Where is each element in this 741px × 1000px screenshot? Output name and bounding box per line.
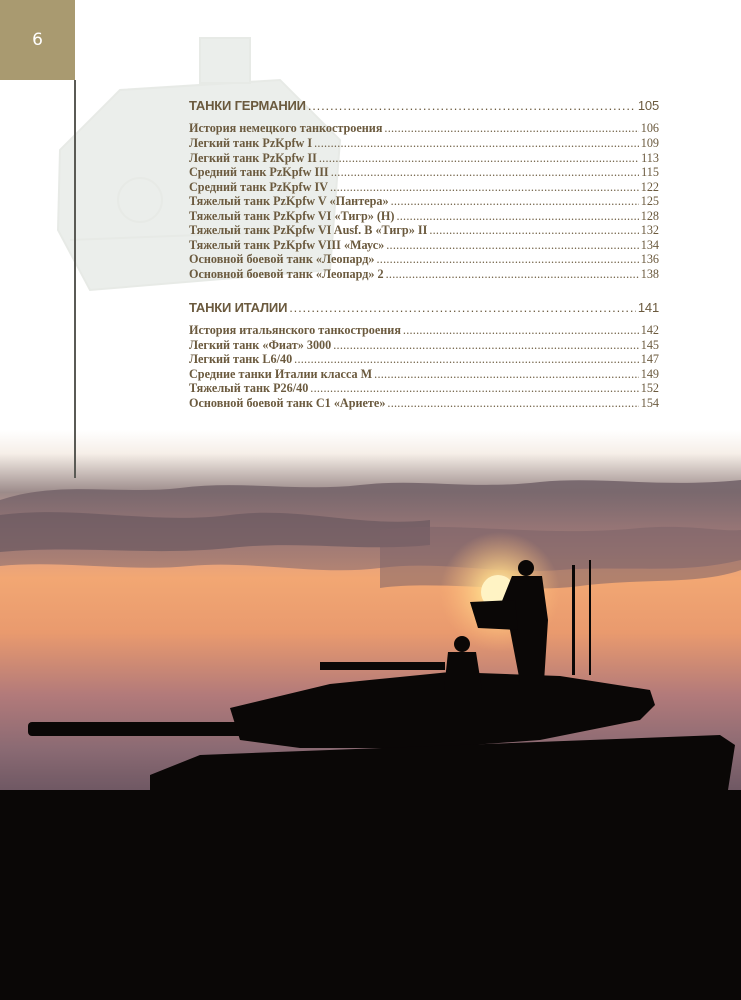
- leader-dots: [308, 98, 636, 113]
- entry-page: 154: [640, 396, 659, 410]
- toc-entry[interactable]: [189, 151, 659, 165]
- entry-page: 142: [640, 323, 659, 337]
- entry-label: Тяжелый танк PzKpfw VI Ausf. В «Тигр» II: [189, 223, 428, 237]
- entry-label: Тяжелый танк Р26/40: [189, 381, 309, 395]
- entry-page: 115: [641, 165, 659, 179]
- toc-entry[interactable]: [189, 396, 659, 410]
- section-title: ТАНКИ ИТАЛИИ: [189, 300, 288, 315]
- leader-dots: [294, 352, 639, 367]
- toc-entry[interactable]: [189, 238, 659, 252]
- toc-entry[interactable]: [189, 323, 659, 337]
- page-number: 6: [32, 30, 43, 50]
- vertical-divider: [74, 80, 76, 478]
- leader-dots: [376, 252, 638, 267]
- entry-label: История немецкого танкостроения: [189, 121, 383, 135]
- entry-page: 147: [640, 352, 659, 366]
- toc-entry[interactable]: [189, 121, 659, 135]
- leader-dots: [374, 367, 639, 382]
- toc-entry[interactable]: [189, 223, 659, 237]
- entry-page: 138: [640, 267, 659, 281]
- entry-label: Тяжелый танк PzKpfw V «Пантера»: [189, 194, 389, 208]
- entry-page: 149: [640, 367, 659, 381]
- leader-dots: [396, 209, 638, 224]
- leader-dots: [330, 180, 639, 195]
- section-page: 141: [637, 300, 659, 315]
- entry-page: 134: [640, 238, 659, 252]
- leader-dots: [386, 267, 639, 282]
- toc-entry[interactable]: [189, 367, 659, 381]
- section-title: ТАНКИ ГЕРМАНИИ: [189, 98, 306, 113]
- entry-page: 136: [640, 252, 659, 266]
- entry-page: 145: [640, 338, 659, 352]
- leader-dots: [331, 165, 639, 180]
- entry-label: Легкий танк PzKpfw II: [189, 151, 317, 165]
- section-heading[interactable]: [189, 98, 659, 114]
- entry-label: Тяжелый танк PzKpfw VIII «Маус»: [189, 238, 385, 252]
- leader-dots: [387, 396, 638, 411]
- entry-page: 109: [640, 136, 659, 150]
- entry-label: Легкий танк PzKpfw I: [189, 136, 313, 150]
- toc-entry[interactable]: [189, 381, 659, 395]
- toc-entry[interactable]: [189, 165, 659, 179]
- entry-label: История итальянского танкостроения: [189, 323, 401, 337]
- toc-entry[interactable]: [189, 338, 659, 352]
- entry-label: Легкий танк L6/40: [189, 352, 293, 366]
- toc-entry[interactable]: [189, 352, 659, 366]
- leader-dots: [386, 238, 638, 253]
- entry-page: 128: [640, 209, 659, 223]
- leader-dots: [391, 194, 639, 209]
- page-number-tab: [0, 0, 75, 80]
- toc-entry[interactable]: [189, 194, 659, 208]
- leader-dots: [333, 338, 638, 353]
- entry-page: 152: [640, 381, 659, 395]
- entry-page: 125: [640, 194, 659, 208]
- section-heading[interactable]: [189, 300, 659, 316]
- section-page: 105: [637, 98, 659, 113]
- toc-entry[interactable]: [189, 209, 659, 223]
- toc-entry[interactable]: [189, 267, 659, 281]
- entry-label: Основной боевой танк «Леопард»: [189, 252, 375, 266]
- entry-label: Основной боевой танк «Леопард» 2: [189, 267, 384, 281]
- leader-dots: [314, 136, 639, 151]
- entry-label: Средний танк PzKpfw III: [189, 165, 329, 179]
- entry-label: Тяжелый танк PzKpfw VI «Тигр» (Н): [189, 209, 395, 223]
- entry-label: Основной боевой танк С1 «Ариете»: [189, 396, 386, 410]
- entry-page: 113: [641, 151, 659, 165]
- entry-label: Легкий танк «Фиат» 3000: [189, 338, 332, 352]
- leader-dots: [403, 323, 639, 338]
- toc-entry[interactable]: [189, 180, 659, 194]
- entry-label: Средний танк PzKpfw IV: [189, 180, 328, 194]
- leader-dots: [384, 121, 638, 136]
- leader-dots: [429, 223, 638, 238]
- toc-entry[interactable]: [189, 252, 659, 266]
- entry-page: 122: [640, 180, 659, 194]
- entry-page: 106: [640, 121, 659, 135]
- leader-dots: [289, 300, 636, 315]
- leader-dots: [310, 381, 638, 396]
- leader-dots: [319, 151, 639, 166]
- entry-page: 132: [640, 223, 659, 237]
- entry-label: Средние танки Италии класса М: [189, 367, 373, 381]
- toc-entry[interactable]: [189, 136, 659, 150]
